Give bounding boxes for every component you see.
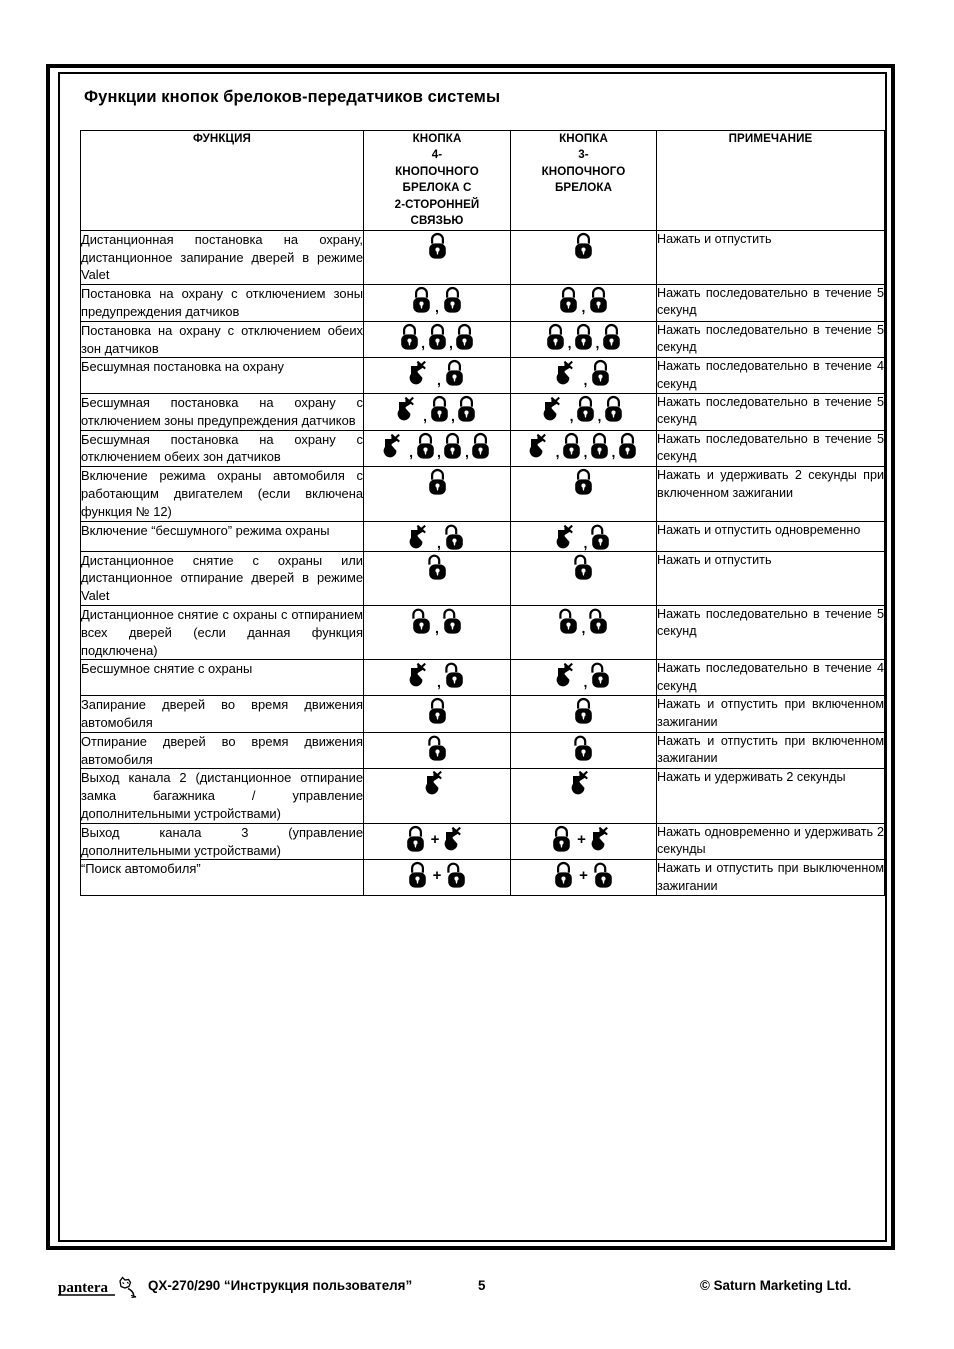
closed-padlock-icon <box>575 394 596 423</box>
closed-padlock-icon <box>427 231 448 260</box>
function-description: Постановка на охрану с отключением обеих зон датчиков <box>81 321 364 358</box>
muted-speaker-icon <box>397 395 422 422</box>
key-separator-comma: , <box>421 335 425 352</box>
note-text: Нажать последовательно в течение 5 секунд <box>657 606 885 660</box>
note-text: Нажать и удерживать 2 секунды <box>657 769 885 823</box>
note-text: Нажать последовательно в течение 5 секунд <box>657 285 885 322</box>
table-row <box>81 521 885 551</box>
button3-key-sequence <box>511 521 657 551</box>
key-separator-comma: , <box>611 444 616 461</box>
column-header-button3: КНОПКА 3- КНОПОЧНОГО БРЕЛОКА <box>511 131 657 231</box>
page-title: Функции кнопок брелоков-передатчиков системы <box>84 88 501 106</box>
closed-padlock-icon <box>456 394 477 423</box>
button3-key-sequence <box>511 696 657 733</box>
note-text: Нажать и отпустить при включенном зажигании <box>657 696 885 733</box>
table-row <box>81 230 885 284</box>
open-padlock-icon <box>444 522 465 551</box>
button4-key-sequence <box>364 769 511 823</box>
closed-padlock-icon <box>573 696 594 725</box>
table-row <box>81 551 885 605</box>
button4-key-sequence <box>364 467 511 521</box>
key-separator-comma: , <box>597 407 602 424</box>
muted-speaker-icon <box>556 359 581 386</box>
button3-key-sequence <box>511 394 657 431</box>
table-row <box>81 732 885 769</box>
function-description: Включение режима охраны автомобиля с работающим двигателем (если включена функция № 12) <box>81 467 364 521</box>
key-separator-comma: , <box>435 298 439 315</box>
button4-key-sequence <box>364 823 511 860</box>
closed-padlock-icon <box>545 322 566 351</box>
column-header-note: ПРИМЕЧАНИЕ <box>657 131 885 231</box>
table-row <box>81 823 885 860</box>
closed-padlock-icon <box>603 394 624 423</box>
table-row <box>81 358 885 394</box>
key-separator-comma: , <box>423 407 427 424</box>
table-row <box>81 285 885 322</box>
button3-key-sequence <box>511 358 657 394</box>
note-text: Нажать и отпустить при выключенном зажигании <box>657 860 885 896</box>
note-text: Нажать и отпустить при включенном зажигании <box>657 732 885 769</box>
closed-padlock-icon <box>399 322 420 351</box>
key-separator-comma: , <box>437 535 441 552</box>
table-spacer-cell <box>81 896 885 959</box>
button4-key-sequence <box>364 606 511 660</box>
muted-speaker-icon <box>556 661 581 688</box>
function-description: Дистанционное снятие с охраны с отпиранием всех дверей (если данная функция подключена) <box>81 606 364 660</box>
key-separator-comma: , <box>583 444 588 461</box>
button4-key-sequence <box>364 660 511 696</box>
page-footer <box>0 1274 954 1302</box>
button4-key-sequence <box>364 551 511 605</box>
button3-key-sequence <box>511 769 657 823</box>
open-padlock-icon <box>558 606 579 635</box>
button4-key-sequence <box>364 394 511 431</box>
table-row <box>81 467 885 521</box>
closed-padlock-icon <box>573 467 594 496</box>
key-separator-comma: , <box>581 298 586 315</box>
open-padlock-icon <box>446 860 467 889</box>
footer-manual-title: QX-270/290 “Инструкция пользователя” <box>148 1278 413 1293</box>
button3-key-sequence <box>511 285 657 322</box>
muted-speaker-icon <box>425 769 450 796</box>
function-description: Включение “бесшумного” режима охраны <box>81 521 364 551</box>
note-text: Нажать и отпустить одновременно <box>657 521 885 551</box>
closed-padlock-icon <box>589 431 610 460</box>
pantera-logo <box>58 1276 150 1300</box>
button4-key-sequence <box>364 321 511 358</box>
note-text: Нажать и отпустить <box>657 551 885 605</box>
open-padlock-icon <box>444 660 465 689</box>
function-description: Выход канала 2 (дистанционное отпирание замка багажника / управление дополнительными устройствами) <box>81 769 364 823</box>
button3-key-sequence <box>511 230 657 284</box>
key-separator-comma: , <box>569 407 574 424</box>
function-description: Постановка на охрану с отключением зоны предупреждения датчиков <box>81 285 364 322</box>
key-separator-plus: + <box>579 867 588 885</box>
footer-page-number: 5 <box>478 1278 486 1293</box>
closed-padlock-icon <box>561 431 582 460</box>
muted-speaker-icon <box>383 432 408 459</box>
key-functions-table <box>80 130 885 958</box>
open-padlock-icon <box>590 522 611 551</box>
table-row <box>81 606 885 660</box>
button4-key-sequence <box>364 860 511 896</box>
key-separator-comma: , <box>595 335 600 352</box>
button4-key-sequence <box>364 230 511 284</box>
column-header-function: ФУНКЦИЯ <box>81 131 364 231</box>
button3-key-sequence <box>511 430 657 467</box>
key-separator-comma: , <box>437 673 441 690</box>
table-row <box>81 430 885 467</box>
note-text: Нажать последовательно в течение 5 секунд <box>657 430 885 467</box>
closed-padlock-icon <box>470 431 491 460</box>
button3-key-sequence <box>511 606 657 660</box>
closed-padlock-icon <box>551 824 572 853</box>
key-separator-comma: , <box>409 444 414 461</box>
closed-padlock-icon <box>601 322 622 351</box>
button3-key-sequence <box>511 823 657 860</box>
key-separator-comma: , <box>567 335 572 352</box>
closed-padlock-icon <box>558 285 579 314</box>
table-row <box>81 321 885 358</box>
function-description: Выход канала 3 (управление дополнительными устройствами) <box>81 823 364 860</box>
note-text: Нажать последовательно в течение 4 секунд <box>657 660 885 696</box>
page-border-inner <box>58 72 887 1242</box>
open-padlock-icon <box>590 660 611 689</box>
key-separator-comma: , <box>464 444 469 461</box>
table-row <box>81 660 885 696</box>
key-separator-comma: , <box>555 444 560 461</box>
table-row <box>81 860 885 896</box>
function-description: “Поиск автомобиля” <box>81 860 364 896</box>
table-row <box>81 394 885 431</box>
muted-speaker-icon <box>409 661 434 688</box>
muted-speaker-icon <box>591 825 616 852</box>
note-text: Нажать одновременно и удерживать 2 секунды <box>657 823 885 860</box>
button4-key-sequence <box>364 358 511 394</box>
key-separator-comma: , <box>449 335 453 352</box>
function-description: Запирание дверей во время движения автомобиля <box>81 696 364 733</box>
button4-key-sequence <box>364 696 511 733</box>
key-separator-comma: , <box>451 407 455 424</box>
button3-key-sequence <box>511 551 657 605</box>
note-text: Нажать последовательно в течение 5 секунд <box>657 394 885 431</box>
table-spacer-row <box>81 896 885 959</box>
button3-key-sequence <box>511 732 657 769</box>
closed-padlock-icon <box>553 860 574 889</box>
open-padlock-icon <box>411 606 432 635</box>
function-description: Отпирание дверей во время движения автомобиля <box>81 732 364 769</box>
key-separator-comma: , <box>437 371 441 388</box>
button3-key-sequence <box>511 321 657 358</box>
table-header-row <box>81 131 885 231</box>
key-separator-comma: , <box>581 619 586 636</box>
open-padlock-icon <box>573 733 594 762</box>
muted-speaker-icon <box>409 523 434 550</box>
muted-speaker-icon <box>409 359 434 386</box>
table-row <box>81 769 885 823</box>
closed-padlock-icon <box>588 285 609 314</box>
key-separator-plus: + <box>432 867 442 885</box>
closed-padlock-icon <box>427 467 448 496</box>
button4-key-sequence <box>364 430 511 467</box>
muted-speaker-icon <box>556 523 581 550</box>
closed-padlock-icon <box>590 358 611 387</box>
closed-padlock-icon <box>429 394 450 423</box>
closed-padlock-icon <box>427 322 448 351</box>
closed-padlock-icon <box>442 285 463 314</box>
closed-padlock-icon <box>407 860 428 889</box>
function-description: Бесшумная постановка на охрану с отключением обеих зон датчиков <box>81 430 364 467</box>
button3-key-sequence <box>511 860 657 896</box>
table-row <box>81 696 885 733</box>
closed-padlock-icon <box>415 431 436 460</box>
closed-padlock-icon <box>617 431 638 460</box>
open-padlock-icon <box>573 552 594 581</box>
open-padlock-icon <box>593 860 614 889</box>
closed-padlock-icon <box>411 285 432 314</box>
key-separator-comma: , <box>583 371 588 388</box>
note-text: Нажать последовательно в течение 5 секунд <box>657 321 885 358</box>
muted-speaker-icon <box>543 395 568 422</box>
open-padlock-icon <box>588 606 609 635</box>
closed-padlock-icon <box>427 696 448 725</box>
note-text: Нажать и отпустить <box>657 230 885 284</box>
muted-speaker-icon <box>571 769 596 796</box>
muted-speaker-icon <box>444 825 469 852</box>
note-text: Нажать и удерживать 2 секунды при включенном зажигании <box>657 467 885 521</box>
svg-text:pantera: pantera <box>58 1280 108 1296</box>
closed-padlock-icon <box>405 824 426 853</box>
note-text: Нажать последовательно в течение 4 секунд <box>657 358 885 394</box>
key-separator-comma: , <box>583 535 588 552</box>
column-header-button4: КНОПКА 4- КНОПОЧНОГО БРЕЛОКА С 2-СТОРОННЕЙ СВЯЗЬЮ <box>364 131 511 231</box>
key-separator-comma: , <box>437 444 441 461</box>
button4-key-sequence <box>364 521 511 551</box>
button3-key-sequence <box>511 467 657 521</box>
key-separator-comma: , <box>435 619 439 636</box>
closed-padlock-icon <box>444 358 465 387</box>
table-body <box>81 230 885 958</box>
muted-speaker-icon <box>529 432 554 459</box>
page-border-outer <box>46 64 895 1250</box>
function-description: Бесшумная постановка на охрану с отключением зоны предупреждения датчиков <box>81 394 364 431</box>
footer-copyright: © Saturn Marketing Ltd. <box>700 1278 852 1293</box>
key-separator-plus: + <box>430 830 440 848</box>
function-description: Дистанционное снятие с охраны или дистанционное отпирание дверей в режиме Valet <box>81 551 364 605</box>
button3-key-sequence <box>511 660 657 696</box>
key-separator-plus: + <box>577 830 586 848</box>
open-padlock-icon <box>427 552 448 581</box>
function-description: Бесшумная постановка на охрану <box>81 358 364 394</box>
function-description: Дистанционная постановка на охрану, дистанционное запирание дверей в режиме Valet <box>81 230 364 284</box>
button4-key-sequence <box>364 285 511 322</box>
open-padlock-icon <box>442 606 463 635</box>
closed-padlock-icon <box>573 231 594 260</box>
function-description: Бесшумное снятие с охраны <box>81 660 364 696</box>
closed-padlock-icon <box>442 431 463 460</box>
key-separator-comma: , <box>583 673 588 690</box>
closed-padlock-icon <box>573 322 594 351</box>
button4-key-sequence <box>364 732 511 769</box>
closed-padlock-icon <box>454 322 475 351</box>
open-padlock-icon <box>427 733 448 762</box>
